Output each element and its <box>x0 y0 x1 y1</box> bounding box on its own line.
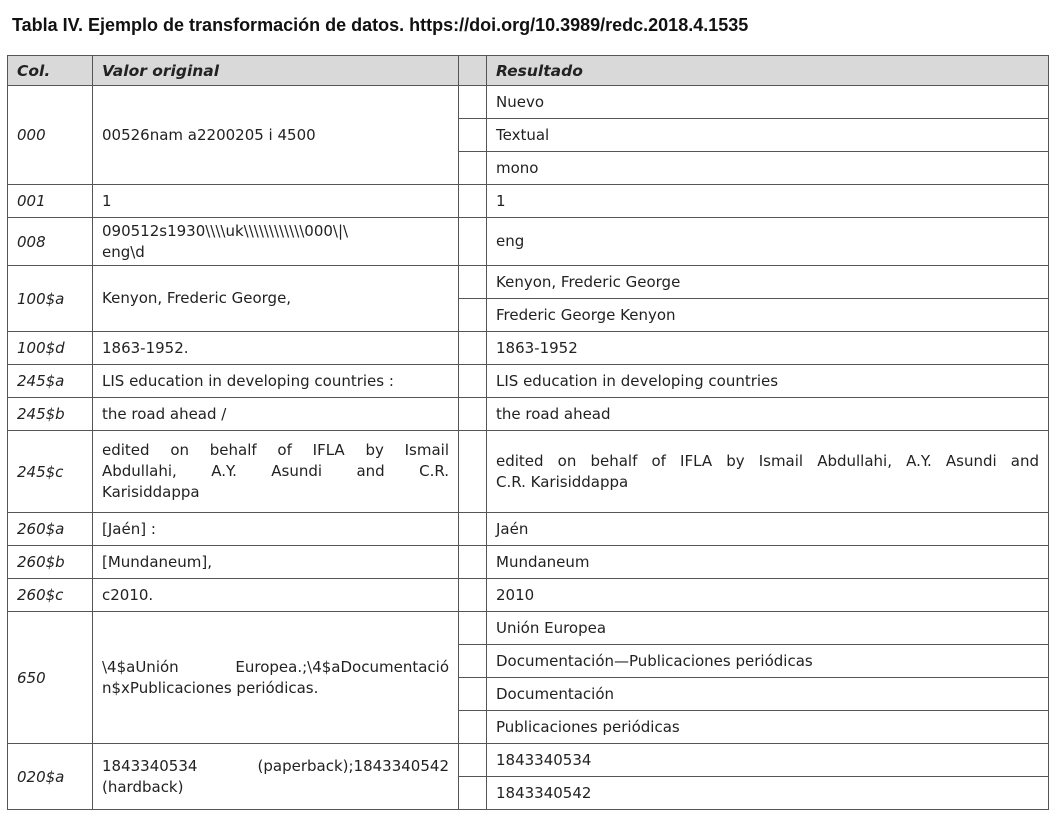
original-line: 00526nam a2200205 i 4500 <box>102 125 316 144</box>
table-row <box>8 185 1049 218</box>
cell-gap <box>459 299 487 332</box>
original-line: Kenyon, Frederic George, <box>102 289 292 307</box>
cell-col: 000 <box>8 86 93 185</box>
cell-gap <box>459 579 487 612</box>
header-result: Resultado <box>487 56 1049 86</box>
cell-result: Kenyon, Frederic George <box>487 266 1049 299</box>
cell-gap <box>459 185 487 218</box>
original-line: [Mundaneum], <box>102 552 212 571</box>
cell-gap <box>459 645 487 678</box>
data-table <box>7 55 1049 810</box>
original-line: 1863-1952. <box>102 338 189 357</box>
cell-col: 245$c <box>8 431 93 513</box>
cell-result: 1843340534 <box>487 744 1049 777</box>
table-row <box>8 579 1049 612</box>
cell-gap <box>459 218 487 266</box>
original-line: \4$aUnión Europea.;\4$aDocumentació <box>102 657 449 676</box>
cell-original <box>93 612 459 744</box>
cell-original <box>93 86 459 185</box>
original-line: [Jaén] : <box>102 519 156 538</box>
cell-result: Frederic George Kenyon <box>487 299 1049 332</box>
cell-original <box>93 546 459 579</box>
cell-result: Documentación—Publicaciones periódicas <box>487 645 1049 678</box>
cell-result: 2010 <box>487 579 1049 612</box>
header-gap <box>459 56 487 86</box>
cell-col: 100$d <box>8 332 93 365</box>
cell-gap <box>459 711 487 744</box>
cell-gap <box>459 86 487 119</box>
cell-result: LIS education in developing countries <box>487 365 1049 398</box>
cell-gap <box>459 678 487 711</box>
cell-gap <box>459 398 487 431</box>
cell-gap <box>459 546 487 579</box>
cell-result: the road ahead <box>487 398 1049 431</box>
cell-result: Mundaneum <box>487 546 1049 579</box>
table-row <box>8 744 1049 777</box>
table-row <box>8 365 1049 398</box>
cell-result: Nuevo <box>487 86 1049 119</box>
original-line: n$xPublicaciones periódicas. <box>102 678 319 697</box>
original-line: LIS education in developing countries : <box>102 371 394 390</box>
cell-col: 008 <box>8 218 93 266</box>
cell-col: 260$b <box>8 546 93 579</box>
table-header-row <box>8 56 1049 86</box>
table-row <box>8 86 1049 119</box>
cell-gap <box>459 744 487 777</box>
cell-result: Documentación <box>487 678 1049 711</box>
table-row <box>8 612 1049 645</box>
cell-result: 1843340542 <box>487 777 1049 810</box>
cell-gap <box>459 119 487 152</box>
cell-original <box>93 398 459 431</box>
table-row <box>8 218 1049 266</box>
cell-col: 245$b <box>8 398 93 431</box>
table-row <box>8 266 1049 299</box>
original-line: eng\d <box>102 242 145 261</box>
cell-original <box>93 579 459 612</box>
cell-col: 650 <box>8 612 93 744</box>
result-line: edited on behalf of IFLA by Ismail Abdullahi, A.Y. Asundi and <box>496 451 1039 470</box>
cell-gap <box>459 612 487 645</box>
original-line: edited on behalf of IFLA by Ismail <box>102 441 449 459</box>
cell-original <box>93 431 459 513</box>
table-row <box>8 398 1049 431</box>
cell-result <box>487 431 1049 513</box>
cell-result: mono <box>487 152 1049 185</box>
original-line: (hardback) <box>102 777 184 796</box>
cell-original <box>93 266 459 332</box>
header-original: Valor original <box>93 56 459 86</box>
original-line: c2010. <box>102 585 154 604</box>
cell-gap <box>459 513 487 546</box>
cell-result: Textual <box>487 119 1049 152</box>
cell-result: 1 <box>487 185 1049 218</box>
cell-gap <box>459 332 487 365</box>
cell-result: Unión Europea <box>487 612 1049 645</box>
cell-gap <box>459 365 487 398</box>
cell-result: Publicaciones periódicas <box>487 711 1049 744</box>
cell-gap <box>459 777 487 810</box>
cell-original <box>93 332 459 365</box>
table-row <box>8 513 1049 546</box>
original-line: Abdullahi, A.Y. Asundi and C.R. <box>102 462 449 480</box>
cell-result: 1863-1952 <box>487 332 1049 365</box>
original-line: 090512s1930\\\\uk\\\\\\\\\\\\000\|\ <box>102 221 349 240</box>
cell-col: 001 <box>8 185 93 218</box>
cell-original <box>93 744 459 810</box>
cell-gap <box>459 152 487 185</box>
original-line: 1 <box>102 191 112 210</box>
result-line: C.R. Karisiddappa <box>496 472 629 491</box>
cell-col: 260$c <box>8 579 93 612</box>
original-line: the road ahead / <box>102 404 227 423</box>
cell-col: 245$a <box>8 365 93 398</box>
table-caption: Tabla IV. Ejemplo de transformación de datos. https://doi.org/10.3989/redc.2018.4.1535 <box>12 15 749 35</box>
cell-result: Jaén <box>487 513 1049 546</box>
table-row <box>8 332 1049 365</box>
cell-original <box>93 365 459 398</box>
cell-col: 020$a <box>8 744 93 810</box>
cell-original <box>93 218 459 266</box>
cell-col: 260$a <box>8 513 93 546</box>
cell-gap <box>459 266 487 299</box>
header-col: Col. <box>8 56 93 86</box>
cell-col: 100$a <box>8 266 93 332</box>
cell-gap <box>459 431 487 513</box>
table-row <box>8 431 1049 513</box>
original-line: Karisiddappa <box>102 483 200 501</box>
cell-result: eng <box>487 218 1049 266</box>
cell-original <box>93 185 459 218</box>
original-line: 1843340534 (paperback);1843340542 <box>102 756 449 775</box>
cell-original <box>93 513 459 546</box>
table-row <box>8 546 1049 579</box>
